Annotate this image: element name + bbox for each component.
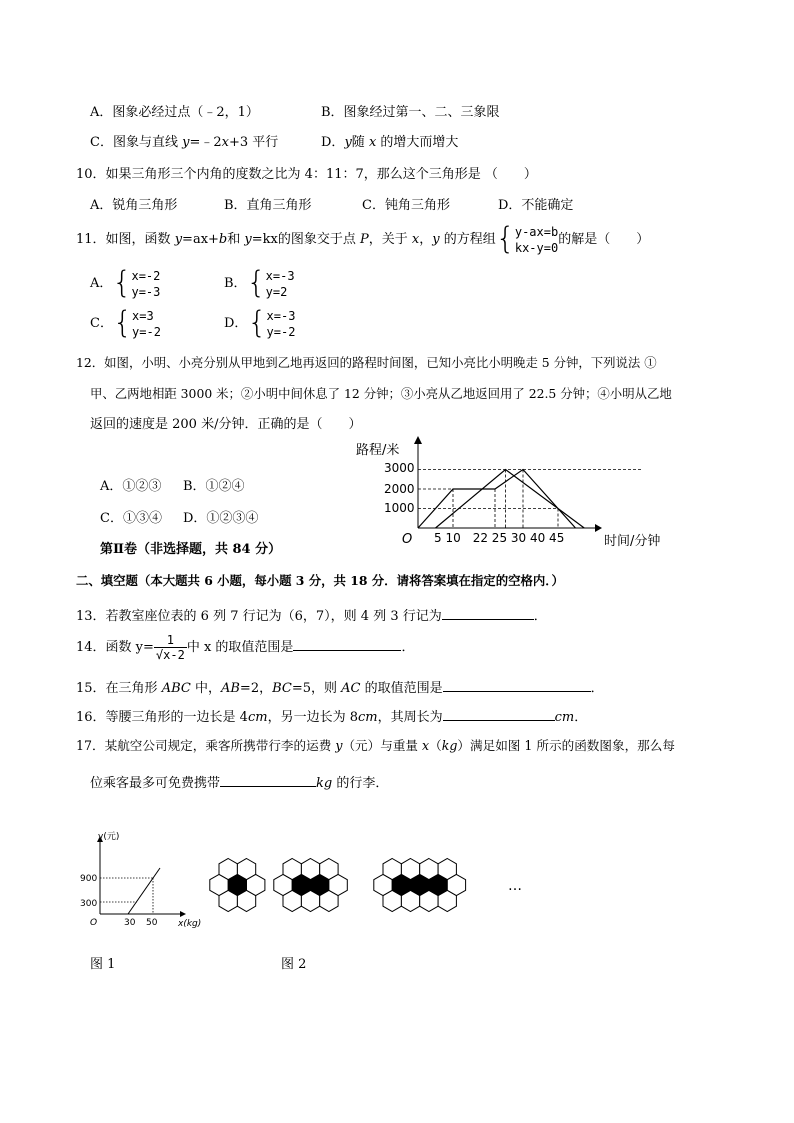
q11-b-system: [266, 268, 295, 300]
q16-cm1: cm: [247, 710, 268, 725]
q14-numerator: 1: [166, 633, 174, 647]
q11-c-eq2: y=-2: [132, 324, 161, 339]
q16-text: 16．等腰三角形的一边长是 4: [76, 710, 248, 725]
fig1-x50: 50: [146, 918, 158, 928]
q10-option-a: A．锐角三角形: [90, 198, 178, 213]
q16-cm3: cm: [554, 710, 575, 725]
q12-option-b: B．①②④: [183, 479, 245, 494]
q9-c-x: x: [221, 135, 229, 150]
q15-answer-blank[interactable]: [443, 677, 591, 692]
hex-mid-1-0: [210, 874, 228, 895]
q17-line-2: [90, 772, 388, 793]
q12-line-2: 甲、乙两地相距 3000 米；②小明中间休息了 12 分钟；③小亮从乙地返回用了 22.5 分钟；④小明从乙地: [90, 386, 672, 401]
q11-text-2: 和: [227, 232, 245, 247]
q17-text-5: 的行李．: [332, 776, 389, 791]
q17-paren: （: [429, 738, 442, 753]
q13-text: 13．若教室座位表的 6 列 7 行记为（6，7），则 4 列 3 行记为: [76, 609, 442, 624]
q11-text-3: 的图象交于点: [277, 232, 360, 247]
q17-y: y: [335, 738, 343, 753]
q9-c-post: +3 平行: [228, 135, 279, 150]
q11-a-system: [131, 268, 160, 300]
q11-system-brace: {: [495, 221, 515, 257]
q9-option-c: [90, 134, 278, 152]
q17-answer-blank[interactable]: [220, 772, 316, 787]
q17-x: x: [422, 738, 430, 753]
q11-var-y: y: [432, 232, 440, 247]
q17-kg2: kg: [316, 776, 333, 791]
q15-text: 15．在三角形: [76, 681, 162, 696]
q9-c-expr: =﹣2: [189, 135, 222, 150]
q11-c-brace: {: [112, 305, 133, 341]
q11-b-label: B．: [224, 276, 247, 291]
hex-mid-1-2: [247, 874, 265, 895]
fig1-y300: 300: [80, 899, 98, 909]
q11-eq2: kx-y=0: [514, 240, 559, 255]
q15-zh: 中，: [190, 681, 221, 696]
q9-d-post: 的增大而增大: [376, 135, 459, 150]
q15-v2: =5，则: [291, 681, 342, 696]
q11-a-eq2: y=-3: [131, 284, 161, 299]
q15-bc: BC: [272, 681, 292, 696]
q11-option-d: [224, 306, 295, 342]
fig1-ylabel: y(元): [98, 832, 120, 842]
q11-var-x: x: [411, 232, 420, 247]
q10-option-b: B．直角三角形: [224, 198, 312, 213]
fig1-xlabel: x(kg): [178, 919, 202, 929]
q11-b-brace: {: [246, 265, 266, 301]
q10-option-c: C．钝角三角形: [362, 198, 450, 213]
q15-ac: AC: [341, 681, 361, 696]
q11-a-brace: {: [112, 265, 132, 301]
q17-text-1: 17．某航空公司规定，乘客所携带行李的运费: [76, 738, 336, 753]
q16-cm2: cm: [357, 710, 378, 725]
hexagon-pattern: [200, 850, 540, 920]
series-line-1: [418, 470, 576, 529]
q14-denominator: √x-2: [155, 648, 185, 662]
hex-mid-2-3: [329, 874, 347, 895]
q11-c-label: C．: [90, 316, 113, 331]
q16: [76, 706, 587, 727]
q17-text-3: ）满足如图 1 所示的函数图象，那么每: [457, 738, 675, 753]
hex-mid-3-3: [429, 874, 447, 895]
q14-fraction: [154, 633, 187, 662]
q15: [76, 677, 604, 698]
y-tick-1000: 1000: [384, 501, 415, 515]
q17-text-2: （元）与重量: [342, 738, 423, 753]
q15-ab: AB: [220, 681, 240, 696]
fig1-fee-line: [128, 868, 160, 914]
fig1-origin: O: [90, 918, 98, 928]
q17-kg1: kg: [441, 738, 458, 753]
q9-c-y: y: [182, 135, 190, 150]
q11-f2: =kx: [251, 232, 278, 247]
q11-a-eq1: x=-2: [131, 268, 161, 283]
q9-d-x: x: [368, 135, 377, 150]
q10-option-d: D．不能确定: [498, 198, 574, 213]
q11-d-label: D．: [224, 316, 248, 331]
q11-equation-system: [515, 224, 558, 256]
q16-answer-blank[interactable]: [443, 706, 555, 721]
fig2-caption: 图 2: [281, 957, 307, 972]
hex-mid-2-0: [274, 874, 292, 895]
q11-d-eq1: x=-3: [266, 308, 296, 323]
q16-text-2: ，其周长为: [377, 710, 443, 725]
q12-option-d: D．①②③④: [183, 511, 259, 526]
q15-end: ．: [590, 681, 604, 696]
q13-end: ．: [533, 609, 547, 624]
q11-text-6: 的解是（ ）: [558, 232, 650, 247]
section2-title: 第Ⅱ卷（非选择题，共 84 分）: [100, 542, 282, 557]
hex-mid-3-1: [392, 874, 410, 895]
q9-option-b: B．图象经过第一、二、三象限: [321, 105, 500, 120]
x-axis-arrow: [595, 524, 602, 532]
x-tick-labels: 5 10 22 25 30 40 45: [434, 531, 565, 545]
hex-mid-1-1: [228, 874, 246, 895]
fig1-x-arrow: [180, 911, 186, 917]
hex-mid-3-4: [447, 874, 465, 895]
q12-line-3: 返回的速度是 200 米/分钟．正确的是（ ）: [90, 417, 362, 432]
q9-option-d: [321, 134, 458, 152]
q14-answer-blank[interactable]: [293, 636, 401, 651]
hex-mid-2-1: [292, 874, 310, 895]
q11-f1: =ax: [182, 232, 209, 247]
section2-heading: 二、填空题（本大题共 6 小题，每小题 3 分，共 18 分．请将答案填在指定的空格内．）: [76, 573, 564, 588]
chart-xlabel: 时间/分钟: [604, 534, 661, 549]
luggage-fee-graph: [76, 828, 216, 932]
q12-option-a: A．①②③: [100, 479, 162, 494]
q14: [76, 630, 414, 666]
hex-mid-2-2: [311, 874, 329, 895]
q13: [76, 605, 547, 626]
q17-text-4: 位乘客最多可免费携带: [90, 776, 221, 791]
y-tick-3000: 3000: [384, 461, 415, 475]
q11-c-eq1: x=3: [132, 308, 154, 323]
q15-v1: =2，: [239, 681, 273, 696]
q12-option-c: C．①③④: [100, 511, 162, 526]
q11-f1-y: y: [174, 232, 183, 247]
q9-option-a: A．图象必经过点（﹣2，1）: [90, 105, 259, 120]
q11-point-p: P: [360, 232, 369, 247]
q11-eq1: y-ax=b: [514, 224, 559, 239]
q11-d-brace: {: [247, 305, 267, 341]
q16-mid: ，另一边长为 8: [267, 710, 358, 725]
q11-d-eq2: y=-2: [266, 324, 296, 339]
q14-text-2: 中 x 的取值范围是: [186, 640, 294, 655]
hex-mid-3-0: [374, 874, 392, 895]
q11-b-eq2: y=2: [265, 284, 288, 299]
chart-origin: O: [402, 532, 413, 547]
distance-time-chart: [350, 430, 661, 555]
q16-end: ．: [574, 710, 588, 725]
q9-c-text: C．图象与直线: [90, 135, 183, 150]
q11-option-a: [90, 266, 160, 302]
hex-mid-3-2: [411, 874, 429, 895]
q9-d-y: y: [344, 135, 352, 150]
chart-ylabel: 路程/米: [356, 443, 400, 458]
q11-c-system: [132, 308, 161, 340]
q13-answer-blank[interactable]: [442, 605, 534, 620]
q14-end: ．: [401, 640, 415, 655]
q17-line-1: [76, 737, 675, 755]
q14-text: 14．函数 y=: [76, 640, 154, 655]
q11-stem: [76, 222, 649, 258]
q11-f2-y: y: [244, 232, 252, 247]
q9-d-label: D．: [321, 135, 345, 150]
q9-d-mid: 随: [351, 135, 369, 150]
q15-abc: ABC: [161, 681, 191, 696]
q15-text-2: 的取值范围是: [360, 681, 443, 696]
y-tick-2000: 2000: [384, 482, 415, 496]
q12-line-1: 12．如图，小明、小亮分别从甲地到乙地再返回的路程时间图，已知小亮比小明晚走 5 分钟，下列说法 ①: [76, 355, 657, 370]
y-axis-arrow: [414, 436, 422, 444]
q11-text-5: 的方程组: [439, 232, 496, 247]
q11-a-label: A．: [90, 276, 113, 291]
q11-option-b: [224, 266, 295, 302]
q11-b-eq1: x=-3: [265, 268, 295, 283]
q11-comma: ，: [419, 232, 433, 247]
q11-text-1: 11．如图，函数: [76, 232, 175, 247]
fig1-x30: 30: [124, 918, 136, 928]
fig1-caption: 图 1: [90, 957, 116, 972]
q10-stem: 10．如果三角形三个内角的度数之比为 4：11：7，那么这个三角形是 （ ）: [76, 167, 537, 182]
q11-text-4: ，关于: [368, 232, 412, 247]
fig1-y900: 900: [80, 874, 98, 884]
q11-d-system: [267, 308, 296, 340]
fig2-ellipsis: …: [508, 878, 522, 894]
q11-option-c: [90, 306, 161, 342]
q11-f1-b: +b: [208, 232, 228, 247]
